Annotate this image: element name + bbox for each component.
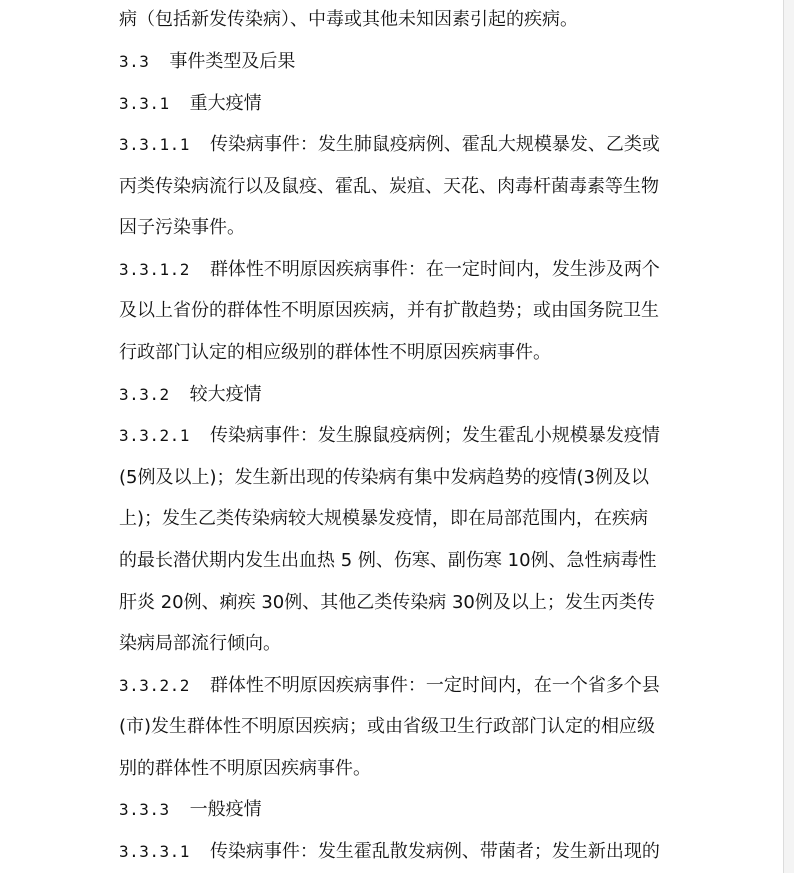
line-text: (5例及以上)；发生新出现的传染病有集中发病趋势的疫情(3例及以 bbox=[119, 467, 649, 488]
clause-number: 3.3.1.1 bbox=[119, 135, 190, 154]
text-line bbox=[119, 7, 578, 33]
text-line bbox=[119, 298, 659, 324]
section-heading-3-3-3 bbox=[119, 797, 262, 823]
clause-3-3-2-1 bbox=[119, 423, 660, 449]
line-text: 丙类传染病流行以及鼠疫、霍乱、炭疽、天花、肉毒杆菌毒素等生物 bbox=[119, 176, 659, 197]
clause-3-3-1-1 bbox=[119, 132, 660, 158]
line-text: 因子污染事件。 bbox=[119, 217, 245, 238]
text-line bbox=[119, 548, 657, 574]
section-number: 3.3 bbox=[119, 52, 150, 71]
line-text: 肝炎 20例、痢疾 30例、其他乙类传染病 30例及以上；发生丙类传 bbox=[119, 592, 655, 613]
text-line bbox=[119, 215, 245, 241]
text-line bbox=[119, 631, 281, 657]
clause-text: 传染病事件：发生肺鼠疫病例、霍乱大规模暴发、乙类或 bbox=[209, 134, 660, 155]
clause-text: 群体性不明原因疾病事件：一定时间内，在一个省多个县 bbox=[209, 675, 660, 696]
section-number: 3.3.1 bbox=[119, 94, 170, 113]
section-number: 3.3.3 bbox=[119, 800, 170, 819]
section-heading-3-3-1 bbox=[119, 91, 262, 117]
clause-text: 群体性不明原因疾病事件：在一定时间内，发生涉及两个 bbox=[209, 259, 660, 280]
text-line bbox=[119, 756, 371, 782]
line-text: 上)；发生乙类传染病较大规模暴发疫情，即在局部范围内，在疾病 bbox=[119, 508, 649, 529]
line-text: 行政部门认定的相应级别的群体性不明原因疾病事件。 bbox=[119, 342, 551, 363]
section-title: 较大疫情 bbox=[189, 384, 262, 405]
line-text: 别的群体性不明原因疾病事件。 bbox=[119, 758, 371, 779]
section-heading-3-3 bbox=[119, 49, 295, 75]
line-text: 染病局部流行倾向。 bbox=[119, 633, 281, 654]
text-line bbox=[119, 174, 659, 200]
line-text: (市)发生群体性不明原因疾病；或由省级卫生行政部门认定的相应级 bbox=[119, 716, 656, 737]
section-heading-3-3-2 bbox=[119, 382, 262, 408]
clause-3-3-3-1 bbox=[119, 839, 660, 865]
clause-number: 3.3.2.1 bbox=[119, 426, 190, 445]
section-title: 重大疫情 bbox=[189, 93, 262, 114]
clause-number: 3.3.1.2 bbox=[119, 260, 190, 279]
text-line bbox=[119, 465, 649, 491]
clause-text: 传染病事件：发生腺鼠疫病例；发生霍乱小规模暴发疫情 bbox=[209, 425, 660, 446]
section-title: 事件类型及后果 bbox=[169, 51, 296, 72]
line-text: 及以上省份的群体性不明原因疾病，并有扩散趋势；或由国务院卫生 bbox=[119, 300, 659, 321]
clause-3-3-2-2 bbox=[119, 673, 660, 699]
clause-text: 传染病事件：发生霍乱散发病例、带菌者；发生新出现的 bbox=[209, 841, 660, 862]
text-line bbox=[119, 590, 655, 616]
section-title: 一般疫情 bbox=[189, 799, 262, 820]
clause-number: 3.3.2.2 bbox=[119, 676, 190, 695]
line-text: 的最长潜伏期内发生出血热 5 例、伤寒、副伤寒 10例、急性病毒性 bbox=[119, 550, 657, 571]
page-edge bbox=[783, 0, 794, 873]
text-line bbox=[119, 340, 551, 366]
clause-number: 3.3.3.1 bbox=[119, 842, 190, 861]
line-text: 病（包括新发传染病）、中毒或其他未知因素引起的疾病。 bbox=[119, 9, 578, 30]
section-number: 3.3.2 bbox=[119, 385, 170, 404]
text-line bbox=[119, 506, 648, 532]
clause-3-3-1-2 bbox=[119, 257, 660, 283]
text-line bbox=[119, 714, 655, 740]
